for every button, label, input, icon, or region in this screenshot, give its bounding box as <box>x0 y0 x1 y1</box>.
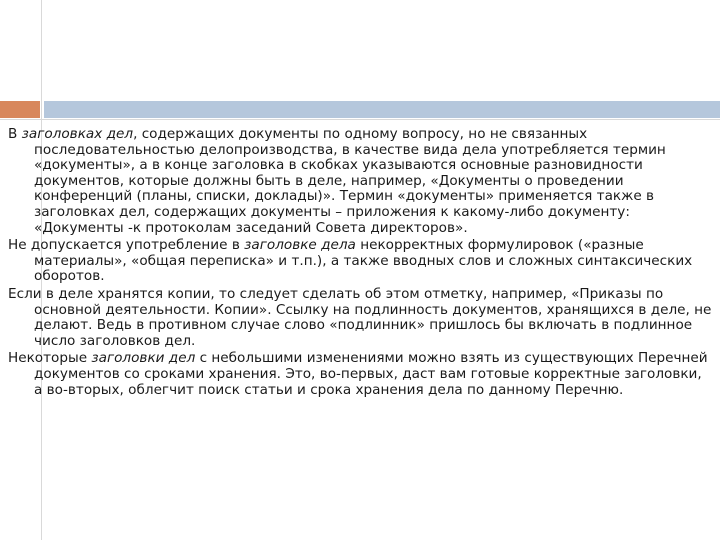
paragraph-text: некорректных формулировок («разные материалы», «общая переписка» и т.п.), а также вводных слов и сложных синтаксических оборотов. <box>34 237 693 285</box>
paragraph-incorrect-wording <box>8 238 712 285</box>
paragraph-text: Если в деле хранятся копии, то следует сделать об этом отметку, например, «Приказы по основной деятельности. Копии». Ссылку на подлинность документов, хранящихся в деле, не делают. Ведь в противном случае слово «подлинник» пришлось бы включать в подлинное число заголовков дел. <box>8 285 712 349</box>
paragraph-text: Не допускается употребление в <box>8 237 245 254</box>
paragraph-existing-lists <box>8 351 712 398</box>
paragraph-text: с небольшими изменениями можно взять из существующих Перечней документов со сроками хранения. Это, во-первых, даст вам готовые корректные заголовки, а во-вторых, облегчит поиск статьи и срока хранения дела по данному Перечню. <box>34 350 708 398</box>
paragraph-text: В <box>8 126 22 142</box>
slide-body <box>8 127 712 400</box>
title-accent-block <box>0 101 40 118</box>
emphasis-text: заголовках дел <box>21 126 134 142</box>
horizontal-guide-line <box>0 119 720 120</box>
emphasis-text: заголовке дела <box>244 237 356 254</box>
paragraph-copies <box>8 287 712 349</box>
title-accent-bar <box>44 101 720 118</box>
emphasis-text: заголовки дел <box>91 350 196 367</box>
paragraph-text: , содержащих документы по одному вопросу, но не связанных последовательностью делопроизводства, в качестве вида дела употребляется термин «документы», а в конце заголовка в скобках указываются основные разновидности документов, которые должны быть в деле, например, «Документы о проведении конференций (планы, списки, доклады)». Термин «документы» применяется также в заголовках дел, содержащих документы – приложения к какому-либо документу: «Документы -к протоколам заседаний Совета директоров». <box>34 126 666 236</box>
paragraph-headings-documents <box>8 127 712 236</box>
paragraph-text: Некоторые <box>8 350 92 367</box>
